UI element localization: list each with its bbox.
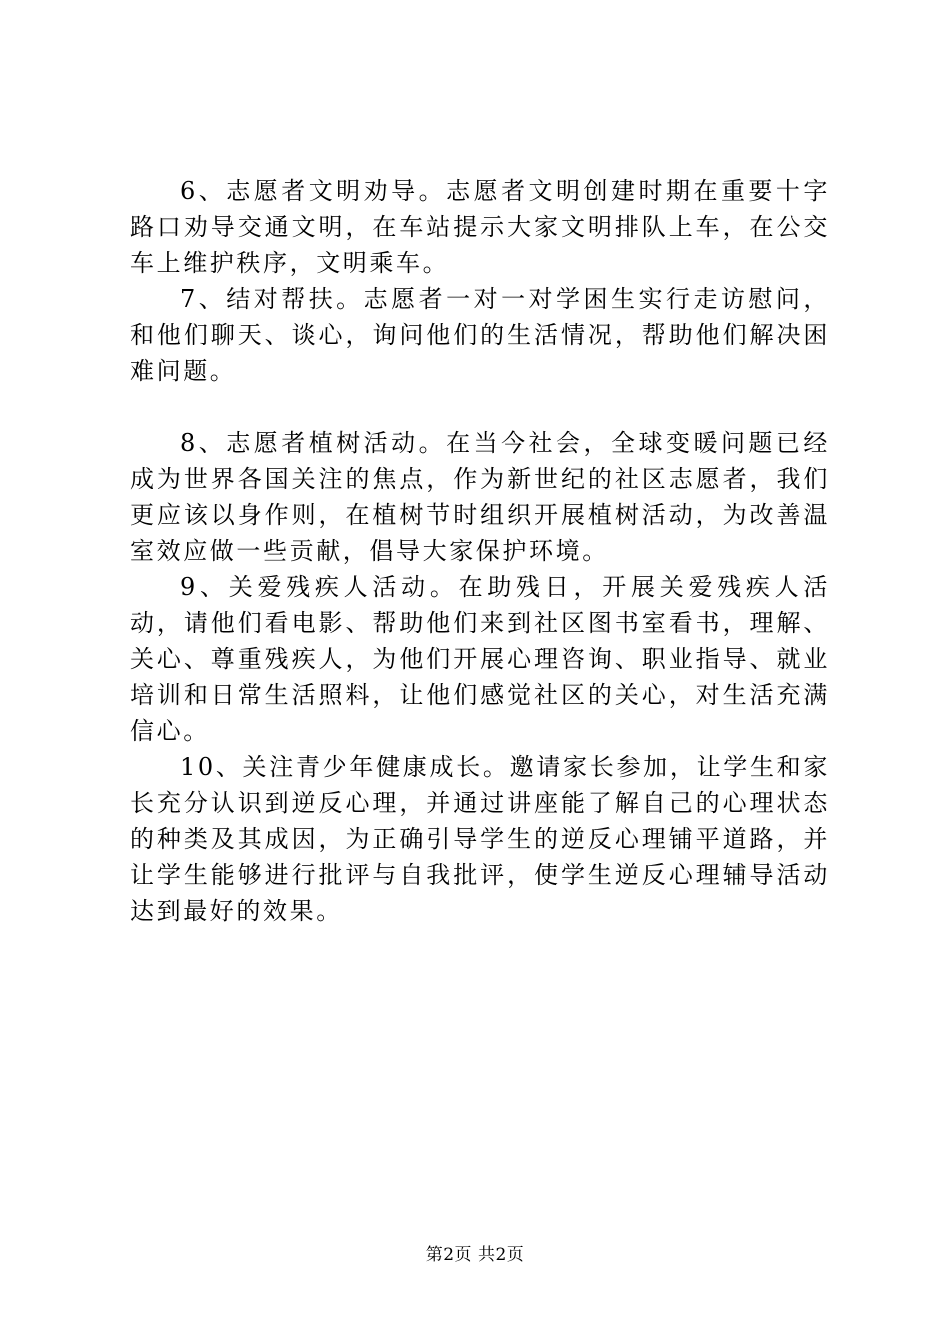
paragraph-paired-assistance: 7、结对帮扶。志愿者一对一对学困生实行走访慰问，和他们聊天、谈心，询问他们的生活情况，帮助他们解决困难问题。 xyxy=(130,285,830,385)
paragraph-youth-growth: 10、关注青少年健康成长。邀请家长参加，让学生和家长充分认识到逆反心理，并通过讲座能了解自己的心理状态的种类及其成因，为正确引导学生的逆反心理铺平道路，并让学生能够进行批评与自我批评，使学生逆反心理辅导活动达到最好的效果。 xyxy=(130,753,830,925)
page-footer: 第2页 共2页 xyxy=(425,1245,525,1265)
paragraph-tree-planting: 8、志愿者植树活动。在当今社会，全球变暖问题已经成为世界各国关注的焦点，作为新世纪的社区志愿者，我们更应该以身作则，在植树节时组织开展植树活动，为改善温室效应做一些贡献，倡导大家保护环境。 xyxy=(130,429,830,565)
document-body xyxy=(130,173,830,929)
paragraph-disabled-care: 9、关爱残疾人活动。在助残日，开展关爱残疾人活动，请他们看电影、帮助他们来到社区图书室看书，理解、关心、尊重残疾人，为他们开展心理咨询、职业指导、就业培训和日常生活照料，让他们感觉社区的关心，对生活充满信心。 xyxy=(130,573,830,745)
paragraph-volunteer-civility: 6、志愿者文明劝导。志愿者文明创建时期在重要十字路口劝导交通文明，在车站提示大家文明排队上车，在公交车上维护秩序，文明乘车。 xyxy=(130,177,830,277)
